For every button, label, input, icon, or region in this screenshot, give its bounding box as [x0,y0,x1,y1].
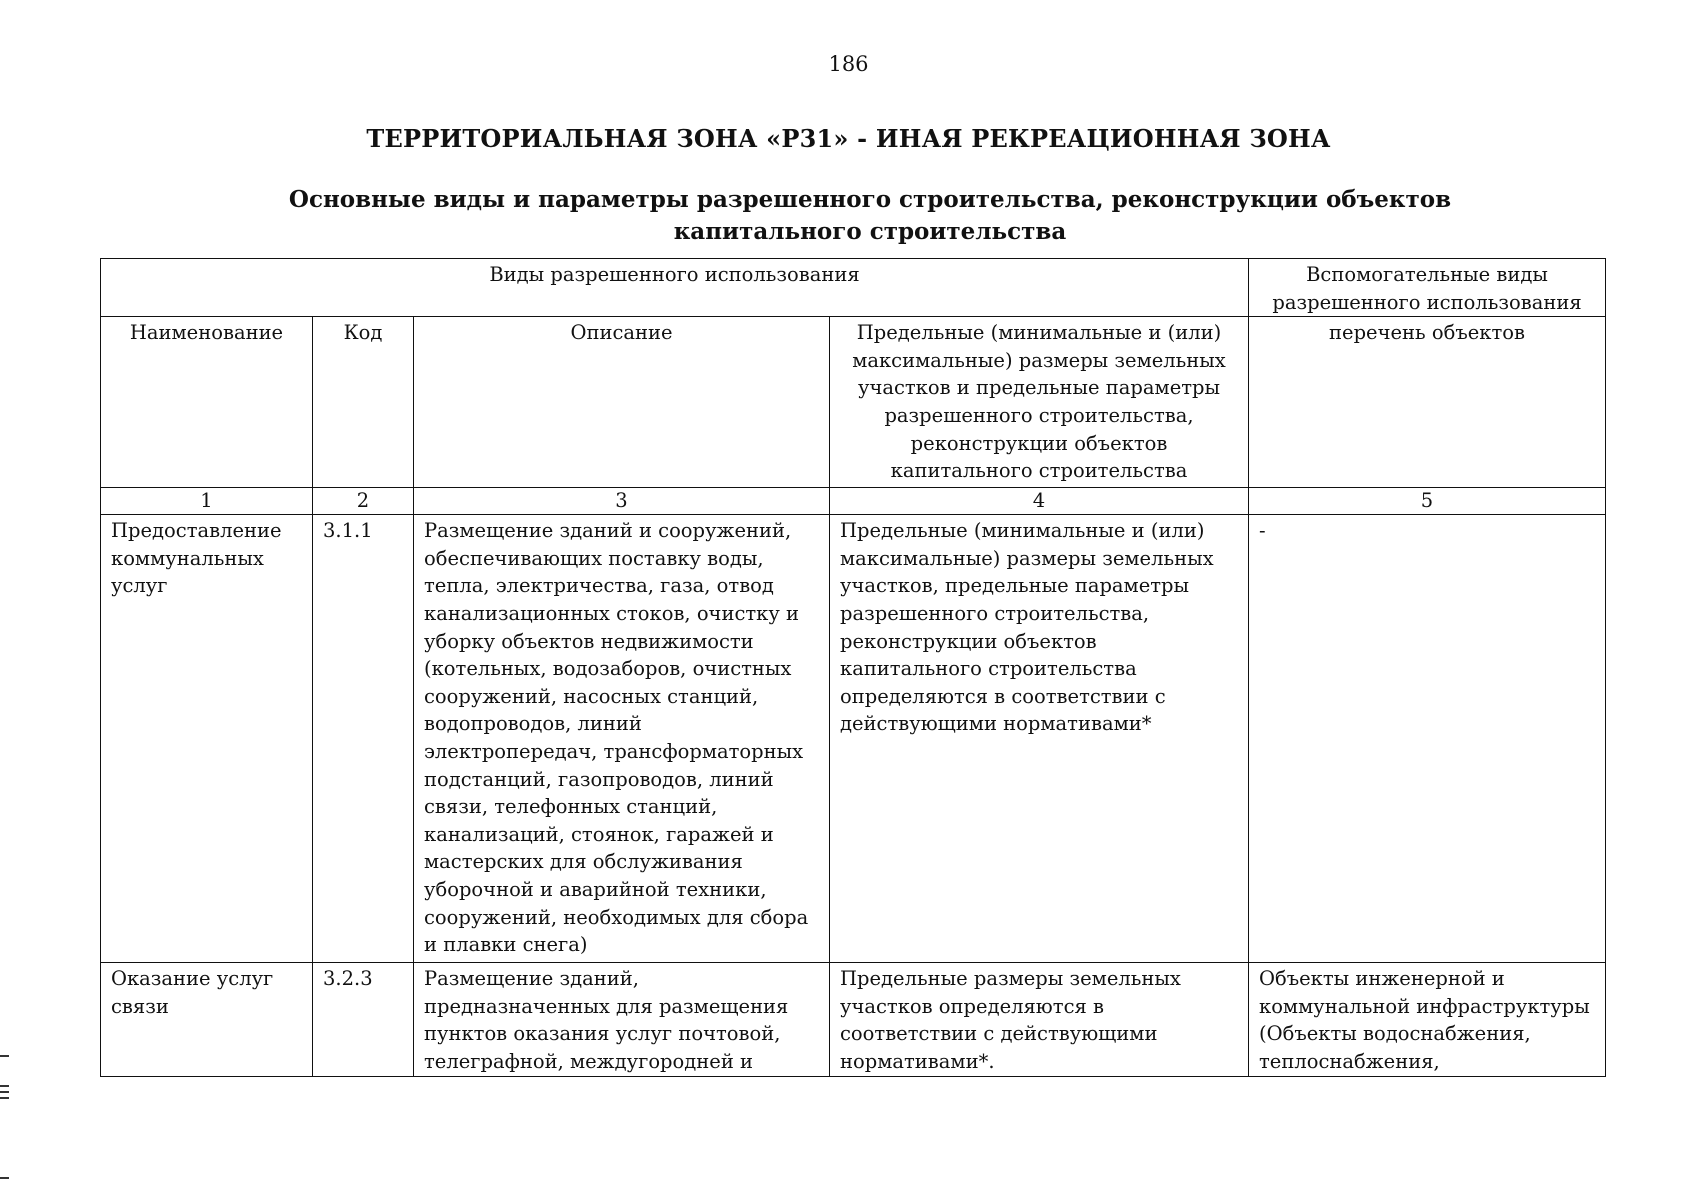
column-header-description: Описание [414,317,830,488]
column-number: 3 [414,488,830,515]
column-header-limits: Предельные (минимальные и (или) максимальные) размеры земельных участков и предельные параметры разрешенного строительства, реконструкции объектов капитального строительства [830,317,1249,488]
row-auxiliary-cell: - [1249,515,1606,963]
column-header-row [101,317,1606,488]
column-number: 2 [313,488,414,515]
column-number-row [101,488,1606,515]
row-code-cell: 3.2.3 [313,963,414,1076]
table-row [101,963,1606,1076]
group-header-row [101,259,1606,317]
row-auxiliary-cell: Объекты инженерной и коммунальной инфраструктуры (Объекты водоснабжения, теплоснабжения, [1249,963,1606,1076]
column-header-code: Код [313,317,414,488]
row-name-cell: Оказание услуг связи [101,963,313,1076]
group-header-auxiliary: Вспомогательные виды разрешенного использования [1249,259,1606,317]
row-description-cell: Размещение зданий, предназначенных для размещения пунктов оказания услуг почтовой, телеграфной, междугородней и [414,963,830,1076]
row-description-cell: Размещение зданий и сооружений, обеспечивающих поставку воды, тепла, электричества, газа, отвод канализационных стоков, очистку и уборку объектов недвижимости (котельных, водозаборов, очистных сооружений, насосных станций, водопроводов, линий электропередач, трансформаторных подстанций, газопроводов, линий связи, телефонных станций, канализаций, стоянок, гаражей и мастерских для обслуживания уборочной и аварийной техники, сооружений, необходимых для сбора и плавки снега) [414,515,830,963]
row-limits-cell: Предельные размеры земельных участков определяются в соответствии с действующими нормативами*. [830,963,1249,1076]
page-subtitle: Основные виды и параметры разрешенного строительства, реконструкции объектов капитального строительства [288,186,1452,245]
page-title: ТЕРРИТОРИАЛЬНАЯ ЗОНА «Р31» - ИНАЯ РЕКРЕАЦИОННАЯ ЗОНА [366,124,1331,153]
zoning-table [100,258,1606,1077]
page-number: 186 [828,52,869,76]
table-row [101,515,1606,963]
row-limits-cell: Предельные (минимальные и (или) максимальные) размеры земельных участков, предельные параметры разрешенного строительства, реконструкции объектов капитального строительства определяются в соответствии с действующими нормативами* [830,515,1249,963]
column-number: 1 [101,488,313,515]
column-header-objects: перечень объектов [1249,317,1606,488]
row-code-cell: 3.1.1 [313,515,414,963]
column-header-name: Наименование [101,317,313,488]
group-header-main: Виды разрешенного использования [101,259,1249,317]
column-number: 5 [1249,488,1606,515]
column-number: 4 [830,488,1249,515]
row-name-cell: Предоставление коммунальных услуг [101,515,313,963]
